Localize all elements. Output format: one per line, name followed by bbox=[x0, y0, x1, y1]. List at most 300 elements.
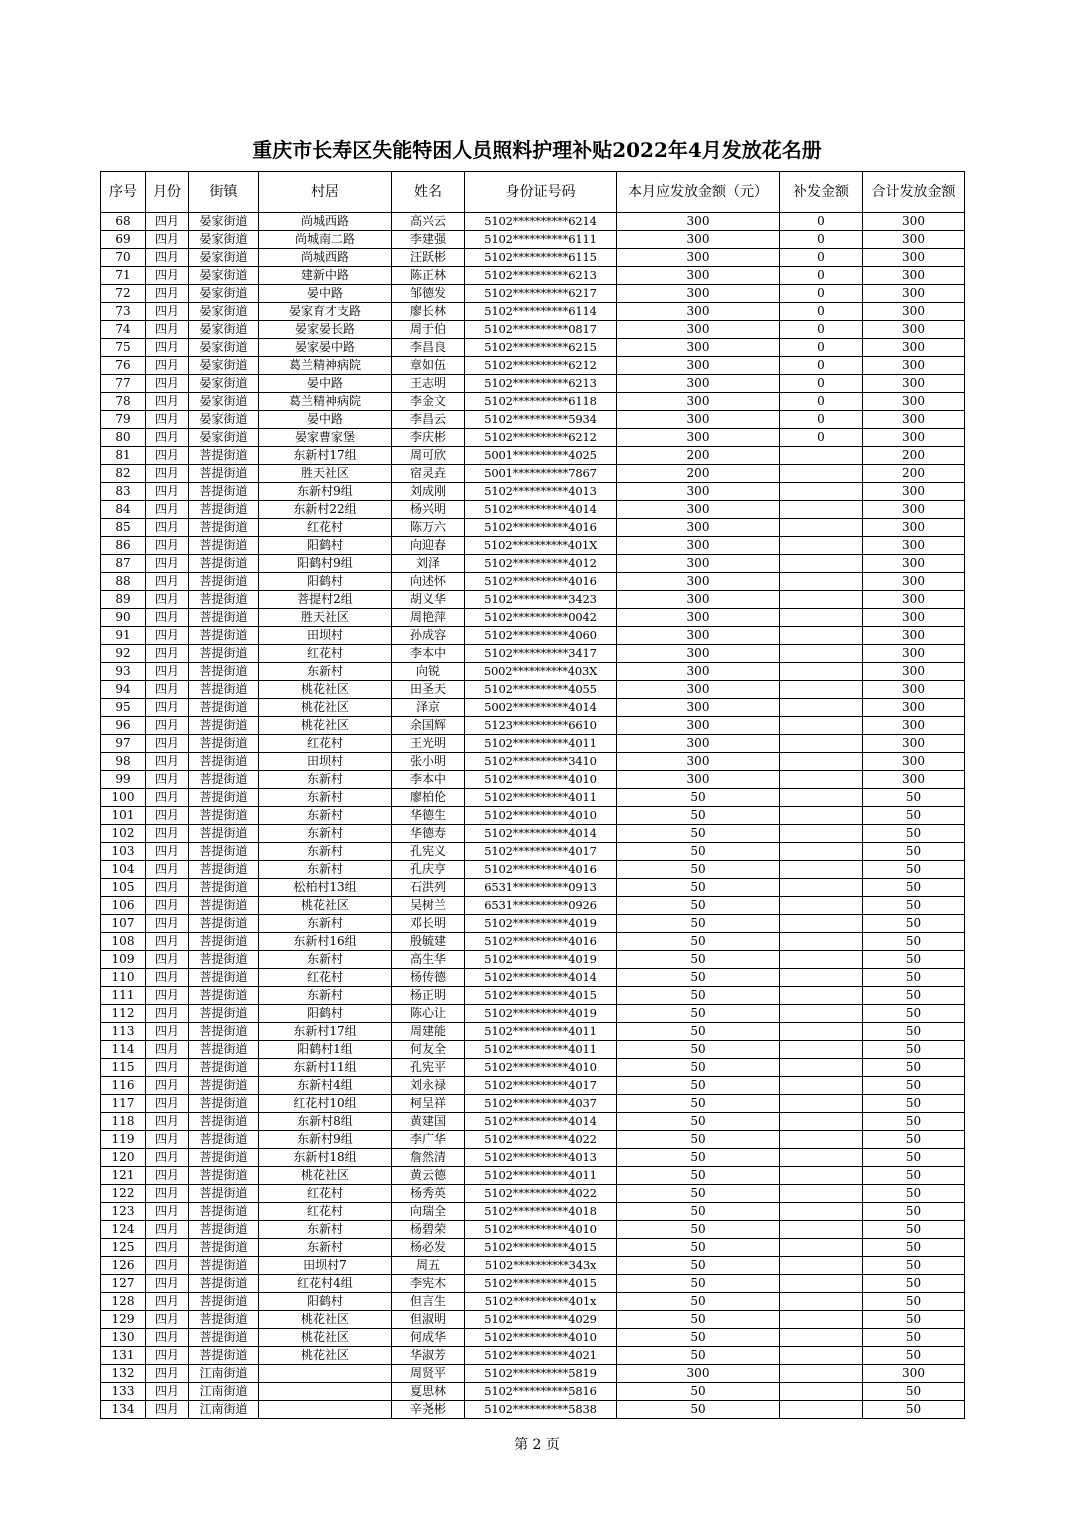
table-row bbox=[101, 987, 965, 1005]
row-total: 300 bbox=[863, 429, 965, 447]
row-month: 四月 bbox=[146, 537, 189, 555]
row-name: 向述怀 bbox=[392, 573, 465, 591]
row-total: 50 bbox=[863, 1221, 965, 1239]
row-name: 泽京 bbox=[392, 699, 465, 717]
row-community: 东新村4组 bbox=[259, 1077, 392, 1095]
row-total: 50 bbox=[863, 1041, 965, 1059]
row-id-number: 5102**********4037 bbox=[465, 1095, 617, 1113]
row-id-number: 5102**********4016 bbox=[465, 933, 617, 951]
row-total: 300 bbox=[863, 357, 965, 375]
row-community: 建新中路 bbox=[259, 267, 392, 285]
table-row bbox=[101, 1095, 965, 1113]
row-id-number: 5002**********403X bbox=[465, 663, 617, 681]
row-id-number: 5102**********401X bbox=[465, 537, 617, 555]
row-community: 东新村 bbox=[259, 825, 392, 843]
row-community: 晏中路 bbox=[259, 375, 392, 393]
row-amount-due: 50 bbox=[617, 1149, 780, 1167]
row-supplement bbox=[780, 1041, 863, 1059]
row-month: 四月 bbox=[146, 501, 189, 519]
row-total: 50 bbox=[863, 1149, 965, 1167]
row-index: 104 bbox=[101, 861, 146, 879]
row-name: 周五 bbox=[392, 1257, 465, 1275]
row-month: 四月 bbox=[146, 375, 189, 393]
row-supplement bbox=[780, 987, 863, 1005]
table-row bbox=[101, 1149, 965, 1167]
row-street: 菩提街道 bbox=[189, 897, 259, 915]
row-street: 菩提街道 bbox=[189, 969, 259, 987]
row-month: 四月 bbox=[146, 951, 189, 969]
row-street: 菩提街道 bbox=[189, 1293, 259, 1311]
row-street: 菩提街道 bbox=[189, 771, 259, 789]
row-month: 四月 bbox=[146, 1329, 189, 1347]
row-name: 詹然清 bbox=[392, 1149, 465, 1167]
row-index: 107 bbox=[101, 915, 146, 933]
row-total: 50 bbox=[863, 1275, 965, 1293]
row-amount-due: 50 bbox=[617, 1221, 780, 1239]
row-index: 72 bbox=[101, 285, 146, 303]
row-supplement bbox=[780, 861, 863, 879]
row-amount-due: 50 bbox=[617, 897, 780, 915]
table-row bbox=[101, 735, 965, 753]
table-row bbox=[101, 537, 965, 555]
row-index: 112 bbox=[101, 1005, 146, 1023]
row-id-number: 5102**********4011 bbox=[465, 1023, 617, 1041]
header-street: 街镇 bbox=[189, 172, 259, 213]
row-name: 杨传德 bbox=[392, 969, 465, 987]
header-month: 月份 bbox=[146, 172, 189, 213]
row-name: 高兴云 bbox=[392, 213, 465, 231]
row-index: 80 bbox=[101, 429, 146, 447]
row-community: 晏中路 bbox=[259, 411, 392, 429]
table-row bbox=[101, 843, 965, 861]
row-index: 111 bbox=[101, 987, 146, 1005]
row-supplement bbox=[780, 1023, 863, 1041]
row-name: 辛尧彬 bbox=[392, 1401, 465, 1419]
row-name: 杨碧荣 bbox=[392, 1221, 465, 1239]
row-index: 128 bbox=[101, 1293, 146, 1311]
row-month: 四月 bbox=[146, 789, 189, 807]
row-id-number: 5102**********6215 bbox=[465, 339, 617, 357]
row-index: 116 bbox=[101, 1077, 146, 1095]
row-name: 吴树兰 bbox=[392, 897, 465, 915]
header-total: 合计发放金额 bbox=[863, 172, 965, 213]
table-row bbox=[101, 1041, 965, 1059]
table-row bbox=[101, 717, 965, 735]
row-amount-due: 50 bbox=[617, 879, 780, 897]
row-amount-due: 300 bbox=[617, 663, 780, 681]
row-amount-due: 50 bbox=[617, 1401, 780, 1419]
row-total: 300 bbox=[863, 591, 965, 609]
row-amount-due: 50 bbox=[617, 861, 780, 879]
row-index: 84 bbox=[101, 501, 146, 519]
row-street: 菩提街道 bbox=[189, 789, 259, 807]
row-street: 菩提街道 bbox=[189, 933, 259, 951]
row-amount-due: 50 bbox=[617, 915, 780, 933]
row-month: 四月 bbox=[146, 717, 189, 735]
row-supplement bbox=[780, 807, 863, 825]
row-name: 李昌云 bbox=[392, 411, 465, 429]
row-index: 125 bbox=[101, 1239, 146, 1257]
row-amount-due: 50 bbox=[617, 1113, 780, 1131]
row-total: 50 bbox=[863, 843, 965, 861]
row-id-number: 6531**********0926 bbox=[465, 897, 617, 915]
row-street: 江南街道 bbox=[189, 1401, 259, 1419]
row-id-number: 5102**********6114 bbox=[465, 303, 617, 321]
row-community: 东新村 bbox=[259, 789, 392, 807]
roster-table bbox=[100, 171, 965, 1419]
row-name: 黄云德 bbox=[392, 1167, 465, 1185]
row-id-number: 5102**********4016 bbox=[465, 519, 617, 537]
row-index: 103 bbox=[101, 843, 146, 861]
row-id-number: 5102**********4017 bbox=[465, 843, 617, 861]
row-amount-due: 50 bbox=[617, 1023, 780, 1041]
row-total: 50 bbox=[863, 915, 965, 933]
row-street: 晏家街道 bbox=[189, 231, 259, 249]
row-index: 91 bbox=[101, 627, 146, 645]
row-community: 红花村 bbox=[259, 969, 392, 987]
row-month: 四月 bbox=[146, 393, 189, 411]
row-street: 晏家街道 bbox=[189, 339, 259, 357]
row-name: 周贤平 bbox=[392, 1365, 465, 1383]
row-street: 菩提街道 bbox=[189, 1239, 259, 1257]
row-id-number: 5102**********4011 bbox=[465, 1167, 617, 1185]
row-supplement bbox=[780, 1221, 863, 1239]
row-community: 东新村9组 bbox=[259, 1131, 392, 1149]
row-supplement bbox=[780, 1329, 863, 1347]
row-supplement bbox=[780, 501, 863, 519]
row-total: 50 bbox=[863, 1239, 965, 1257]
row-month: 四月 bbox=[146, 969, 189, 987]
row-total: 50 bbox=[863, 879, 965, 897]
row-month: 四月 bbox=[146, 1311, 189, 1329]
row-index: 69 bbox=[101, 231, 146, 249]
row-supplement bbox=[780, 681, 863, 699]
row-id-number: 5102**********5838 bbox=[465, 1401, 617, 1419]
row-total: 300 bbox=[863, 231, 965, 249]
table-row bbox=[101, 1167, 965, 1185]
row-index: 120 bbox=[101, 1149, 146, 1167]
header-index: 序号 bbox=[101, 172, 146, 213]
row-name: 李昌良 bbox=[392, 339, 465, 357]
row-community: 桃花社区 bbox=[259, 1347, 392, 1365]
row-amount-due: 300 bbox=[617, 609, 780, 627]
row-total: 300 bbox=[863, 249, 965, 267]
row-month: 四月 bbox=[146, 1275, 189, 1293]
row-street: 晏家街道 bbox=[189, 267, 259, 285]
table-row bbox=[101, 411, 965, 429]
row-street: 菩提街道 bbox=[189, 1077, 259, 1095]
row-street: 晏家街道 bbox=[189, 429, 259, 447]
row-street: 菩提街道 bbox=[189, 1275, 259, 1293]
row-total: 300 bbox=[863, 339, 965, 357]
row-month: 四月 bbox=[146, 645, 189, 663]
row-street: 菩提街道 bbox=[189, 1167, 259, 1185]
row-month: 四月 bbox=[146, 1041, 189, 1059]
row-month: 四月 bbox=[146, 213, 189, 231]
row-amount-due: 50 bbox=[617, 1293, 780, 1311]
row-index: 68 bbox=[101, 213, 146, 231]
row-id-number: 5102**********6212 bbox=[465, 429, 617, 447]
row-total: 50 bbox=[863, 951, 965, 969]
row-community: 葛兰精神病院 bbox=[259, 357, 392, 375]
table-row bbox=[101, 1329, 965, 1347]
row-month: 四月 bbox=[146, 1401, 189, 1419]
row-name: 廖柏伦 bbox=[392, 789, 465, 807]
row-month: 四月 bbox=[146, 1005, 189, 1023]
row-index: 127 bbox=[101, 1275, 146, 1293]
row-street: 菩提街道 bbox=[189, 447, 259, 465]
table-row bbox=[101, 357, 965, 375]
row-index: 83 bbox=[101, 483, 146, 501]
row-supplement bbox=[780, 1203, 863, 1221]
row-supplement bbox=[780, 663, 863, 681]
row-street: 菩提街道 bbox=[189, 1059, 259, 1077]
row-id-number: 5102**********4022 bbox=[465, 1131, 617, 1149]
row-index: 87 bbox=[101, 555, 146, 573]
table-row bbox=[101, 1185, 965, 1203]
row-month: 四月 bbox=[146, 627, 189, 645]
row-community: 东新村 bbox=[259, 951, 392, 969]
row-index: 131 bbox=[101, 1347, 146, 1365]
row-total: 300 bbox=[863, 519, 965, 537]
row-id-number: 5102**********0817 bbox=[465, 321, 617, 339]
row-community: 红花村 bbox=[259, 519, 392, 537]
row-name: 邓长明 bbox=[392, 915, 465, 933]
row-id-number: 5102**********5816 bbox=[465, 1383, 617, 1401]
row-id-number: 5102**********401x bbox=[465, 1293, 617, 1311]
row-index: 126 bbox=[101, 1257, 146, 1275]
row-total: 50 bbox=[863, 1383, 965, 1401]
row-community: 东新村16组 bbox=[259, 933, 392, 951]
row-supplement: 0 bbox=[780, 321, 863, 339]
row-amount-due: 50 bbox=[617, 1005, 780, 1023]
row-index: 79 bbox=[101, 411, 146, 429]
table-row bbox=[101, 1383, 965, 1401]
row-name: 邹德发 bbox=[392, 285, 465, 303]
row-month: 四月 bbox=[146, 807, 189, 825]
row-total: 300 bbox=[863, 537, 965, 555]
row-amount-due: 300 bbox=[617, 483, 780, 501]
row-street: 晏家街道 bbox=[189, 393, 259, 411]
row-name: 但言生 bbox=[392, 1293, 465, 1311]
row-name: 廖长林 bbox=[392, 303, 465, 321]
row-index: 100 bbox=[101, 789, 146, 807]
table-row bbox=[101, 825, 965, 843]
row-total: 300 bbox=[863, 663, 965, 681]
row-street: 菩提街道 bbox=[189, 1329, 259, 1347]
row-index: 114 bbox=[101, 1041, 146, 1059]
row-total: 300 bbox=[863, 771, 965, 789]
row-month: 四月 bbox=[146, 1185, 189, 1203]
table-row bbox=[101, 213, 965, 231]
row-street: 菩提街道 bbox=[189, 1113, 259, 1131]
row-supplement bbox=[780, 519, 863, 537]
row-total: 300 bbox=[863, 501, 965, 519]
row-supplement bbox=[780, 915, 863, 933]
table-row bbox=[101, 573, 965, 591]
table-row bbox=[101, 951, 965, 969]
row-amount-due: 300 bbox=[617, 285, 780, 303]
table-row bbox=[101, 1347, 965, 1365]
row-index: 113 bbox=[101, 1023, 146, 1041]
row-community bbox=[259, 1383, 392, 1401]
row-supplement: 0 bbox=[780, 285, 863, 303]
row-index: 86 bbox=[101, 537, 146, 555]
row-name: 黄建国 bbox=[392, 1113, 465, 1131]
row-name: 周艳萍 bbox=[392, 609, 465, 627]
row-supplement bbox=[780, 951, 863, 969]
row-id-number: 6531**********0913 bbox=[465, 879, 617, 897]
row-community: 葛兰精神病院 bbox=[259, 393, 392, 411]
header-supplement: 补发金额 bbox=[780, 172, 863, 213]
row-month: 四月 bbox=[146, 465, 189, 483]
table-row bbox=[101, 897, 965, 915]
row-supplement bbox=[780, 969, 863, 987]
row-month: 四月 bbox=[146, 771, 189, 789]
table-row bbox=[101, 681, 965, 699]
row-amount-due: 300 bbox=[617, 555, 780, 573]
row-name: 胡义华 bbox=[392, 591, 465, 609]
row-total: 50 bbox=[863, 1257, 965, 1275]
row-id-number: 5102**********4014 bbox=[465, 969, 617, 987]
row-month: 四月 bbox=[146, 699, 189, 717]
row-amount-due: 200 bbox=[617, 447, 780, 465]
row-supplement bbox=[780, 1311, 863, 1329]
table-row bbox=[101, 249, 965, 267]
row-supplement bbox=[780, 573, 863, 591]
row-name: 王光明 bbox=[392, 735, 465, 753]
row-supplement bbox=[780, 1383, 863, 1401]
row-name: 刘泽 bbox=[392, 555, 465, 573]
row-street: 菩提街道 bbox=[189, 825, 259, 843]
row-supplement bbox=[780, 843, 863, 861]
row-month: 四月 bbox=[146, 429, 189, 447]
row-community: 菩提村2组 bbox=[259, 591, 392, 609]
row-total: 50 bbox=[863, 861, 965, 879]
row-id-number: 5102**********4014 bbox=[465, 825, 617, 843]
row-id-number: 5102**********3423 bbox=[465, 591, 617, 609]
row-supplement bbox=[780, 1095, 863, 1113]
row-id-number: 5102**********4017 bbox=[465, 1077, 617, 1095]
row-street: 菩提街道 bbox=[189, 465, 259, 483]
row-id-number: 5102**********4013 bbox=[465, 1149, 617, 1167]
row-id-number: 5102**********4010 bbox=[465, 1059, 617, 1077]
row-street: 菩提街道 bbox=[189, 1347, 259, 1365]
row-supplement bbox=[780, 1005, 863, 1023]
row-amount-due: 300 bbox=[617, 303, 780, 321]
row-amount-due: 50 bbox=[617, 1239, 780, 1257]
row-id-number: 5102**********4014 bbox=[465, 501, 617, 519]
row-id-number: 5001**********4025 bbox=[465, 447, 617, 465]
row-street: 菩提街道 bbox=[189, 645, 259, 663]
row-name: 高生华 bbox=[392, 951, 465, 969]
table-row bbox=[101, 969, 965, 987]
row-amount-due: 300 bbox=[617, 249, 780, 267]
row-amount-due: 300 bbox=[617, 753, 780, 771]
row-index: 94 bbox=[101, 681, 146, 699]
row-amount-due: 50 bbox=[617, 1059, 780, 1077]
row-amount-due: 50 bbox=[617, 1185, 780, 1203]
row-month: 四月 bbox=[146, 1023, 189, 1041]
row-id-number: 5102**********6217 bbox=[465, 285, 617, 303]
row-name: 向锐 bbox=[392, 663, 465, 681]
row-community: 东新村 bbox=[259, 1221, 392, 1239]
row-street: 菩提街道 bbox=[189, 987, 259, 1005]
row-total: 300 bbox=[863, 321, 965, 339]
row-name: 夏思林 bbox=[392, 1383, 465, 1401]
row-community: 东新村 bbox=[259, 1239, 392, 1257]
row-index: 101 bbox=[101, 807, 146, 825]
row-index: 77 bbox=[101, 375, 146, 393]
table-row bbox=[101, 591, 965, 609]
row-name: 李建强 bbox=[392, 231, 465, 249]
row-supplement bbox=[780, 735, 863, 753]
row-street: 菩提街道 bbox=[189, 861, 259, 879]
table-row bbox=[101, 1023, 965, 1041]
row-street: 菩提街道 bbox=[189, 753, 259, 771]
row-amount-due: 300 bbox=[617, 501, 780, 519]
row-total: 50 bbox=[863, 987, 965, 1005]
row-total: 300 bbox=[863, 699, 965, 717]
table-row bbox=[101, 861, 965, 879]
row-month: 四月 bbox=[146, 483, 189, 501]
row-community: 东新村 bbox=[259, 861, 392, 879]
table-row bbox=[101, 609, 965, 627]
row-index: 92 bbox=[101, 645, 146, 663]
row-name: 李本中 bbox=[392, 645, 465, 663]
table-row bbox=[101, 267, 965, 285]
row-name: 孔宪义 bbox=[392, 843, 465, 861]
row-community: 晏中路 bbox=[259, 285, 392, 303]
row-street: 菩提街道 bbox=[189, 1095, 259, 1113]
row-month: 四月 bbox=[146, 1365, 189, 1383]
table-row bbox=[101, 789, 965, 807]
row-amount-due: 50 bbox=[617, 969, 780, 987]
row-supplement bbox=[780, 591, 863, 609]
row-name: 杨兴明 bbox=[392, 501, 465, 519]
row-community: 松柏村13组 bbox=[259, 879, 392, 897]
table-row bbox=[101, 1293, 965, 1311]
row-street: 菩提街道 bbox=[189, 1005, 259, 1023]
row-supplement bbox=[780, 1257, 863, 1275]
row-community: 桃花社区 bbox=[259, 1311, 392, 1329]
row-name: 柯呈祥 bbox=[392, 1095, 465, 1113]
row-amount-due: 50 bbox=[617, 1095, 780, 1113]
row-street: 菩提街道 bbox=[189, 843, 259, 861]
row-supplement bbox=[780, 771, 863, 789]
row-supplement bbox=[780, 1185, 863, 1203]
row-community: 尚城西路 bbox=[259, 249, 392, 267]
row-name: 刘成刚 bbox=[392, 483, 465, 501]
row-amount-due: 50 bbox=[617, 1347, 780, 1365]
table-row bbox=[101, 555, 965, 573]
row-amount-due: 300 bbox=[617, 519, 780, 537]
row-month: 四月 bbox=[146, 933, 189, 951]
row-id-number: 5102**********6111 bbox=[465, 231, 617, 249]
row-month: 四月 bbox=[146, 249, 189, 267]
row-total: 200 bbox=[863, 465, 965, 483]
row-total: 50 bbox=[863, 897, 965, 915]
row-index: 74 bbox=[101, 321, 146, 339]
row-id-number: 5102**********4021 bbox=[465, 1347, 617, 1365]
row-id-number: 5102**********4060 bbox=[465, 627, 617, 645]
row-name: 陈心让 bbox=[392, 1005, 465, 1023]
row-total: 200 bbox=[863, 447, 965, 465]
row-name: 向迎春 bbox=[392, 537, 465, 555]
row-total: 300 bbox=[863, 609, 965, 627]
row-total: 300 bbox=[863, 735, 965, 753]
row-supplement bbox=[780, 825, 863, 843]
